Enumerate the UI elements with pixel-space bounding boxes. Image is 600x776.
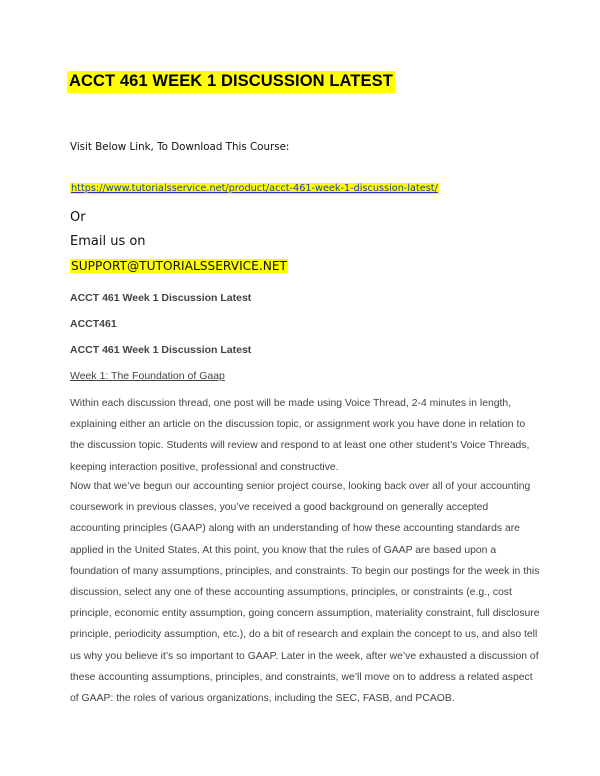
or-separator: Or xyxy=(70,210,86,225)
course-subheading: ACCT 461 Week 1 Discussion Latest xyxy=(70,292,252,304)
instructions-paragraph: Within each discussion thread, one post will be made using Voice Thread, 2-4 minutes in length, explaining either an article on the discussion topic, or assignment work you have done in relation to the discussion topic. Students will review and respond to at least one other student’s Voice Threads, keeping interaction positive, professional and constructive. xyxy=(70,398,530,473)
week-title: Week 1: The Foundation of Gaap xyxy=(70,370,225,382)
course-subheading-repeat: ACCT 461 Week 1 Discussion Latest xyxy=(70,344,252,356)
support-email: SUPPORT@TUTORIALSSERVICE.NET xyxy=(71,259,288,273)
course-download-link[interactable]: https://www.tutorialsservice.net/product/acct-461-week-1-discussion-latest/ xyxy=(71,183,438,194)
course-code: ACCT461 xyxy=(70,318,117,330)
email-label: Email us on xyxy=(70,234,146,249)
download-instruction: Visit Below Link, To Download This Course: xyxy=(70,141,290,153)
discussion-paragraph: Now that we’ve begun our accounting senior project course, looking back over all of your accounting coursework in previous classes, you’ve received a good background on generally accepted accounting principles (GAAP) along with an understanding of how these accounting standards are applied in the United States. At this point, you know that the rules of GAAP are based upon a foundation of many assumptions, principles, and constraints. To begin our postings for the week in this discussion, select any one of these accounting assumptions, principles, or constraints (e.g., cost principle, economic entity assumption, going concern assumption, materiality constraint, full disclosure principle, periodicity assumption, etc.), do a bit of research and explain the concept to us, and also tell us why you believe it’s so important to GAAP. Later in the week, after we’ve exhausted a discussion of these accounting assumptions, principles, and constraints, we’ll move on to address a related aspect of GAAP: the roles of various organizations, including the SEC, FASB, and PCAOB. xyxy=(70,481,540,705)
page-title: ACCT 461 WEEK 1 DISCUSSION LATEST xyxy=(67,71,395,93)
